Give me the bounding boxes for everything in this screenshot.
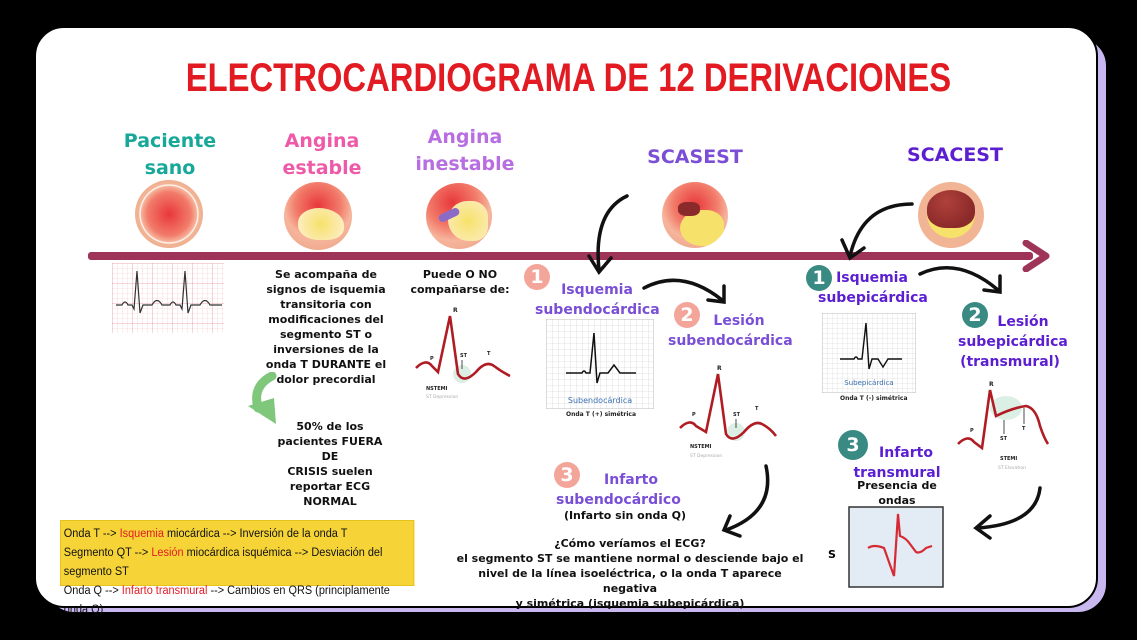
text-line: Lesión [713, 313, 765, 329]
legend-highlight: Infarto transmural [121, 585, 208, 597]
angina-estable-description [265, 267, 387, 387]
stable-plaque-artery-icon [284, 182, 352, 250]
st-depression-label: ST Depression [426, 395, 459, 400]
step-badge-scacest-2: 2 [962, 302, 988, 328]
step-badge-scasest-2: 2 [674, 302, 700, 328]
text-line: 50% de los [296, 420, 364, 433]
occlusive-thrombus-artery-icon [918, 182, 984, 248]
text-line: Isquemia [561, 282, 633, 298]
stage-label-line1: Angina [284, 130, 360, 152]
scasest-step1-caption: Onda T (+) simétrica [566, 411, 637, 418]
st-segment-label: ST [460, 353, 468, 359]
legend-text: miocárdica isquémica --> Desviación del segmento ST [63, 547, 383, 578]
text-line: CRISIS suelen [287, 465, 373, 478]
healthy-artery-icon [135, 180, 203, 248]
grid-caption: Subendocárdica [567, 396, 633, 405]
r-wave-label: R [453, 307, 458, 314]
grid-caption: Subepicárdica [844, 379, 894, 387]
stage-angina-estable [262, 128, 382, 182]
legend-highlight: Lesión [151, 547, 184, 559]
stage-paciente-sano [110, 128, 230, 182]
stage-label-line2: inestable [415, 153, 515, 175]
text-line: compañarse de: [410, 283, 510, 296]
scacest-step2-title [958, 312, 1068, 372]
text-line: Lesión [997, 314, 1049, 330]
stage-label-line1: SCASEST [647, 146, 743, 168]
st-elevation-label: ST Elevation [998, 466, 1026, 471]
scacest-step1-caption: Onda T (-) simétrica [840, 395, 908, 402]
arrow-scasest-to-step1-icon [585, 192, 635, 278]
subendocardial-ischemia-ecg-grid [546, 319, 654, 409]
arrow-scacest-to-step1-icon [838, 198, 916, 264]
r-wave-label: R [989, 381, 994, 388]
text-line: NORMAL [303, 495, 357, 508]
scasest-step1-title [535, 280, 659, 320]
text-line: pacientes FUERA DE [277, 435, 383, 463]
answer-line: el segmento ST se mantiene normal o desciende bajo el [456, 552, 804, 565]
answer-line: nivel de la línea isoeléctrica, o la onda T aparece negativa [478, 567, 782, 595]
text-line: modificaciones del [268, 313, 384, 326]
step-badge-scacest-1: 1 [806, 265, 832, 291]
answer-line: y simétrica (isquemia subepicárdica) [515, 597, 745, 610]
unstable-plaque-artery-icon [426, 183, 492, 249]
text-line: subepicárdica [958, 334, 1068, 350]
text-line: onda T DURANTE el [265, 358, 387, 371]
question-line: ¿Cómo veríamos el ECG? [554, 537, 706, 550]
stage-label-line2: sano [144, 157, 196, 179]
stemi-ecg-diagram [956, 378, 1052, 474]
arrow-scacest-step2-to-step3-icon [970, 484, 1046, 540]
p-wave-label: P [430, 356, 434, 362]
t-wave-label: T [755, 406, 759, 412]
nstemi-label: NSTEMI [690, 444, 712, 450]
text-line: subendocárdico [556, 492, 681, 508]
text-line: reportar ECG [289, 480, 371, 493]
text-line: dolor precordial [276, 373, 376, 386]
text-line: Se acompaña de [275, 268, 377, 281]
arrow-step2-to-step3-icon [718, 462, 778, 538]
scacest-step3-title [852, 443, 942, 483]
stage-scacest [890, 142, 1020, 169]
legend-text: --> Cambios en QRS (principlamente onda Q) [63, 585, 390, 616]
scasest-step3-title [556, 470, 681, 510]
stage-label-line1: Paciente [123, 130, 217, 152]
p-wave-label: P [692, 412, 696, 418]
nstemi-lesion-ecg-diagram [678, 362, 778, 462]
pathological-q-wave-ecg [848, 506, 944, 588]
timeline-arrowhead-icon [1022, 240, 1052, 272]
st-segment-label: ST [1000, 436, 1008, 442]
scacest-step1-title [818, 268, 928, 308]
text-line: transitoria con [280, 298, 372, 311]
text-line: subepicárdica [818, 290, 928, 306]
text-line: inversiones de la [273, 343, 379, 356]
t-wave-label: T [487, 351, 491, 357]
legend-highlight: Isquemia [119, 528, 164, 540]
step-badge-scasest-3: 3 [554, 462, 580, 488]
page-title: ELECTROCARDIOGRAMA DE 12 DERIVACIONES [185, 56, 952, 100]
text-line: subendocárdica [535, 302, 660, 318]
stage-angina-inestable [400, 124, 530, 178]
t-wave-label: T [1022, 426, 1026, 432]
text-line: segmento ST o [279, 328, 373, 341]
step-badge-scasest-1: 1 [524, 264, 550, 290]
stage-scasest [630, 144, 760, 171]
legend-text: miocárdica --> Inversión de la onda T [163, 528, 348, 540]
legend-text: Onda T --> [63, 528, 120, 540]
stemi-label: STEMI [1000, 456, 1018, 462]
arrow-scacest-step1-to-step2-icon [918, 262, 1008, 298]
nstemi-ecg-diagram [414, 302, 514, 402]
text-line: subendocárdica [668, 333, 793, 349]
r-wave-label: R [717, 365, 722, 372]
text-line: transmural [853, 465, 941, 481]
stage-label-line2: estable [282, 157, 362, 179]
text-line: Isquemia [836, 270, 908, 286]
stage-label-line1: Angina [427, 126, 503, 148]
st-segment-label: ST [733, 412, 741, 418]
legend-row [64, 525, 414, 544]
angina-inestable-description [400, 267, 520, 297]
side-glyph: S [828, 548, 836, 561]
step-badge-scacest-3: 3 [838, 430, 868, 460]
text-line: signos de isquemia [266, 283, 386, 296]
partial-thrombus-artery-icon [662, 182, 728, 248]
stage-label-line1: SCACEST [907, 144, 1003, 166]
legend-box [60, 520, 414, 616]
legend-row [64, 544, 414, 582]
text-line: Puede O NO [422, 268, 498, 281]
legend-text: Onda Q --> [63, 585, 122, 597]
scasest-step3-note: (Infarto sin onda Q) [563, 509, 687, 522]
text-line: Infarto [879, 445, 933, 461]
legend-text: Segmento QT --> [63, 547, 152, 559]
st-depression-label: ST Depression [690, 454, 723, 459]
angina-estable-note [275, 419, 385, 509]
legend-row [64, 582, 414, 620]
scasest-step2-title [668, 311, 793, 351]
p-wave-label: P [970, 428, 974, 434]
text-line: (transmural) [960, 354, 1060, 370]
nstemi-label: NSTEMI [426, 386, 448, 392]
ecg-question [450, 536, 810, 611]
subepicardial-ischemia-ecg-grid [822, 313, 916, 393]
text-line: Infarto [604, 472, 658, 488]
text-line: Presencia de ondas [857, 479, 937, 507]
normal-ecg-strip [112, 263, 224, 333]
